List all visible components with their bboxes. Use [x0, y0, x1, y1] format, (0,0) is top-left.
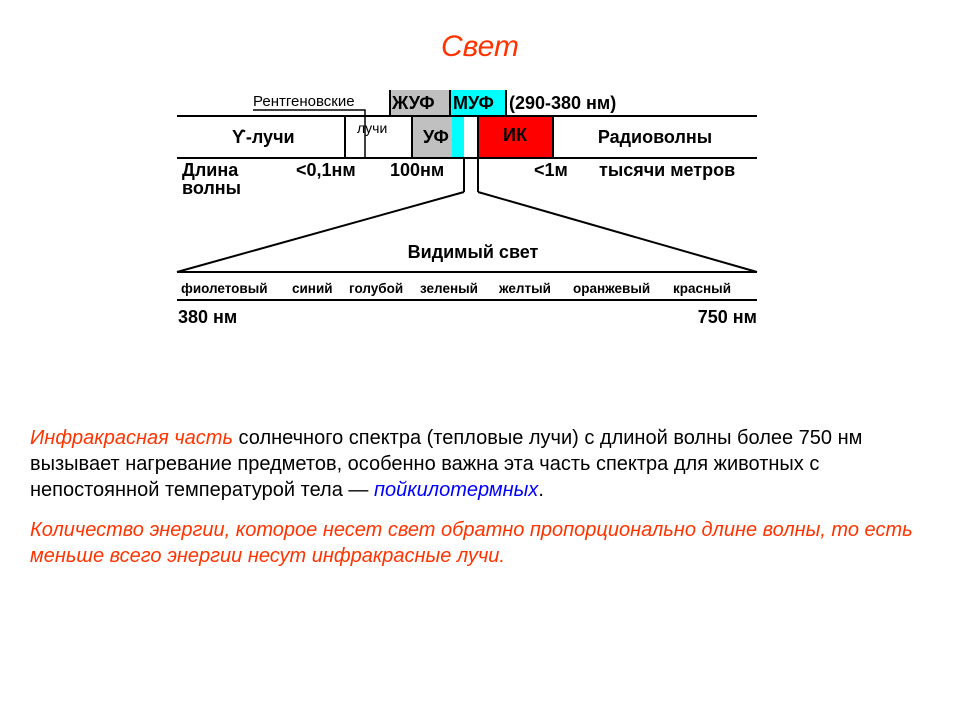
infrared-paragraph [30, 425, 930, 503]
ir-wavelength: <1м [534, 160, 568, 180]
muv-label: МУФ [453, 93, 494, 113]
visible-min-label: 380 нм [178, 307, 238, 327]
page-title: Свет [440, 30, 519, 63]
gamma-label: ϒ-лучи [232, 127, 295, 147]
visible-colors-row [181, 281, 731, 296]
gamma-wavelength: <0,1нм [296, 160, 356, 180]
color-violet: фиолетовый [181, 281, 268, 296]
infrared-paragraph-body: солнечного спектра (тепловые лучи) с длиной волны более 750 нм вызывает нагревание предметов, особенно важна эта часть спектра для животных с непостоянной температурой тела — [30, 427, 863, 501]
color-light-blue: голубой [349, 281, 404, 296]
color-orange: оранжевый [573, 281, 651, 296]
wavelength-label-line2: волны [182, 178, 242, 198]
xray-rays-label: лучи [357, 120, 388, 136]
color-red: красный [673, 281, 732, 296]
color-yellow: желтый [499, 281, 551, 296]
radio-label: Радиоволны [597, 127, 713, 147]
muv-range-label: (290-380 нм) [509, 93, 617, 113]
radio-wavelength: тысячи метров [599, 160, 736, 180]
xray-label: Рентгеновские [253, 93, 355, 110]
visible-max-label: 750 нм [697, 307, 757, 327]
uv-wavelength: 100нм [390, 160, 445, 180]
color-green: зеленый [420, 281, 478, 296]
wavelength-label-line1: Длина [182, 160, 239, 180]
ir-label: ИК [503, 125, 527, 145]
euv-label: ЖУФ [392, 93, 435, 113]
visible-light-title: Видимый свет [407, 242, 539, 262]
uv-label: УФ [423, 127, 449, 147]
infrared-term: Инфракрасная часть [30, 427, 233, 449]
color-blue: синий [292, 281, 333, 296]
uv-strip-cell [452, 116, 464, 158]
energy-paragraph: Количество энергии, которое несет свет обратно пропорционально длине волны, то есть меньше всего энергии несут инфракрасные лучи. [30, 519, 913, 567]
infrared-paragraph-end: . [538, 479, 544, 501]
poikilotherm-term: пойкилотермных [373, 479, 539, 501]
